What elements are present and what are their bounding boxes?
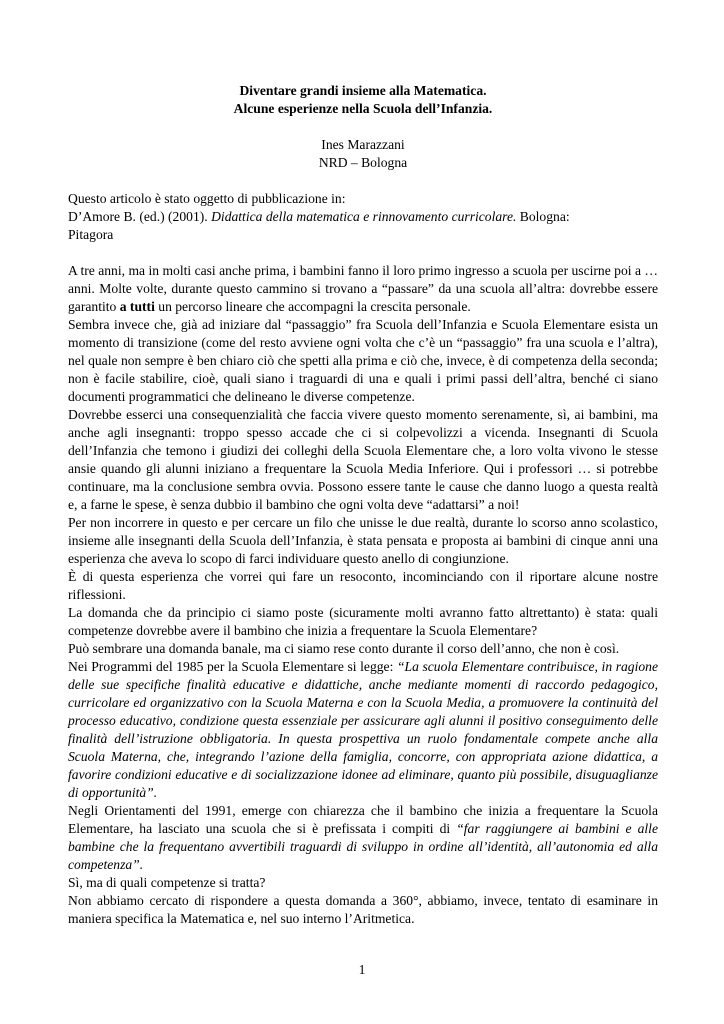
paragraph-9	[68, 802, 658, 874]
publication-note	[68, 190, 658, 244]
title-line-1: Diventare grandi insieme alla Matematica.	[239, 83, 487, 98]
paragraph-9-quote: “far raggiungere ai bambini e alle bambine che la frequentano avvertibili traguardi di sviluppo in ordine all’identità, all’autonomia ed alla competenza”.	[68, 821, 658, 872]
paragraph-8-quote: “La scuola Elementare contribuisce, in ragione delle sue specifiche finalità educative e didattiche, anche mediante momenti di raccordo pedagogico, curricolare ed organizzativo con la Scuola Materna e con la Scuola Media, a promuovere la continuità del processo educativo, condizione questa essenziale per assicurare agli alunni il positivo conseguimento delle finalità dell’istruzione obbligatoria. In questa prospettiva un ruolo fondamentale compete anche alla Scuola Materna, che, integrando l’azione della famiglia, concorre, con appropriata azione didattica, a favorire condizioni educative e di socializzazione idonee ad eliminare, quanto più possibile, disuguaglianze di opportunità”.	[68, 659, 659, 800]
publication-citation	[68, 208, 658, 244]
publication-intro: Questo articolo è stato oggetto di pubblicazione in:	[68, 191, 346, 206]
paragraph-8-text: Nei Programmi del 1985 per la Scuola Elementare si legge:	[68, 659, 394, 674]
paragraph-1-text-a: A tre anni, ma in molti casi anche prima, i bambini fanno il loro primo ingresso a scuola per uscirne poi a … anni. Molte volte, durante questo cammino si trovano a “passare” da una scuola all’altra: dovrebbe essere garantito	[68, 263, 658, 314]
paragraph-1-text-b: un percorso lineare che accompagni la crescita personale.	[158, 299, 471, 314]
document-title	[68, 82, 658, 118]
paragraph-6: La domanda che da principio ci siamo poste (sicuramente molti avranno fatto altrettanto) è stata: quali competenze dovrebbe avere il bambino che inizia a frequentare la Scuola Elementare?	[68, 605, 658, 638]
paragraph-9-text: Negli Orientamenti del 1991, emerge con chiarezza che il bambino che inizia a frequentare la Scuola Elementare, ha lasciato una scuola che si è prefissata i compiti di	[68, 803, 658, 836]
author-affiliation: NRD – Bologna	[318, 155, 408, 170]
paragraph-2: Sembra invece che, già ad iniziare dal “passaggio” fra Scuola dell’Infanzia e Scuola Elementare esista un momento di transizione (come del resto avviene ogni volta che c’è un “passaggio” fra una scuola e l’altra), nel quale non sempre è ben chiaro ciò che spetti alla prima e ciò che, invece, è di competenza della seconda; non è facile stabilire, cioè, quali siano i traguardi di una e quali i primi passi dell’altra, benché ci siano documenti programmatici che delineano le diverse competenze.	[68, 317, 658, 404]
paragraph-1-bold: a tutti	[119, 299, 155, 314]
paragraph-11: Non abbiamo cercato di rispondere a questa domanda a 360°, abbiamo, invece, tentato di esaminare in maniera specifica la Matematica e, nel suo interno l’Aritmetica.	[68, 893, 658, 926]
author-name: Ines Marazzani	[321, 137, 405, 152]
paragraph-3: Dovrebbe esserci una consequenzialità che faccia vivere questo momento serenamente, sì, ai bambini, ma anche agli insegnanti: troppo spesso accade che ci si colpevolizzi a vicenda. Insegnanti di Scuola dell’Infanzia che temono i giudizi dei colleghi della Scuola Elementare che, a loro volta vivono le stesse ansie quando gli alunni iniziano a frequentare la Scuola Media Inferiore. Qui i professori … si potrebbe continuare, ma la conclusione sembra ovvia. Possono essere tante le cause che danno luogo a questa realtà e, a farne le spese, è senza dubbio il bambino che ogni volta deve “adattarsi” a noi!	[68, 407, 658, 512]
citation-city: Bologna:	[519, 209, 570, 224]
paragraph-7: Può sembrare una domanda banale, ma ci siamo rese conto durante il corso dell’anno, che non è così.	[68, 641, 620, 656]
paragraph-10: Sì, ma di quali competenze si tratta?	[68, 875, 266, 890]
citation-publisher: Pitagora	[68, 227, 114, 242]
title-line-2: Alcune esperienze nella Scuola dell’Infanzia.	[233, 101, 493, 116]
author-block	[68, 136, 658, 172]
article-body	[68, 262, 658, 928]
paragraph-5: È di questa esperienza che vorrei qui fare un resoconto, incominciando con il riportare alcune nostre riflessioni.	[68, 569, 658, 602]
paragraph-1	[68, 262, 658, 316]
page-number: 1	[358, 962, 366, 977]
citation-title: Didattica della matematica e rinnovamento curricolare.	[211, 209, 517, 224]
document-page	[68, 82, 658, 928]
paragraph-4: Per non incorrere in questo e per cercare un filo che unisse le due realtà, durante lo scorso anno scolastico, insieme alle insegnanti della Scuola dell’Infanzia, è stata pensata e proposta ai bambini di cinque anni una esperienza che aveva lo scopo di farci individuare questo anello di congiunzione.	[68, 515, 658, 566]
citation-prefix: D’Amore B. (ed.) (2001).	[68, 209, 208, 224]
paragraph-8	[68, 658, 658, 802]
